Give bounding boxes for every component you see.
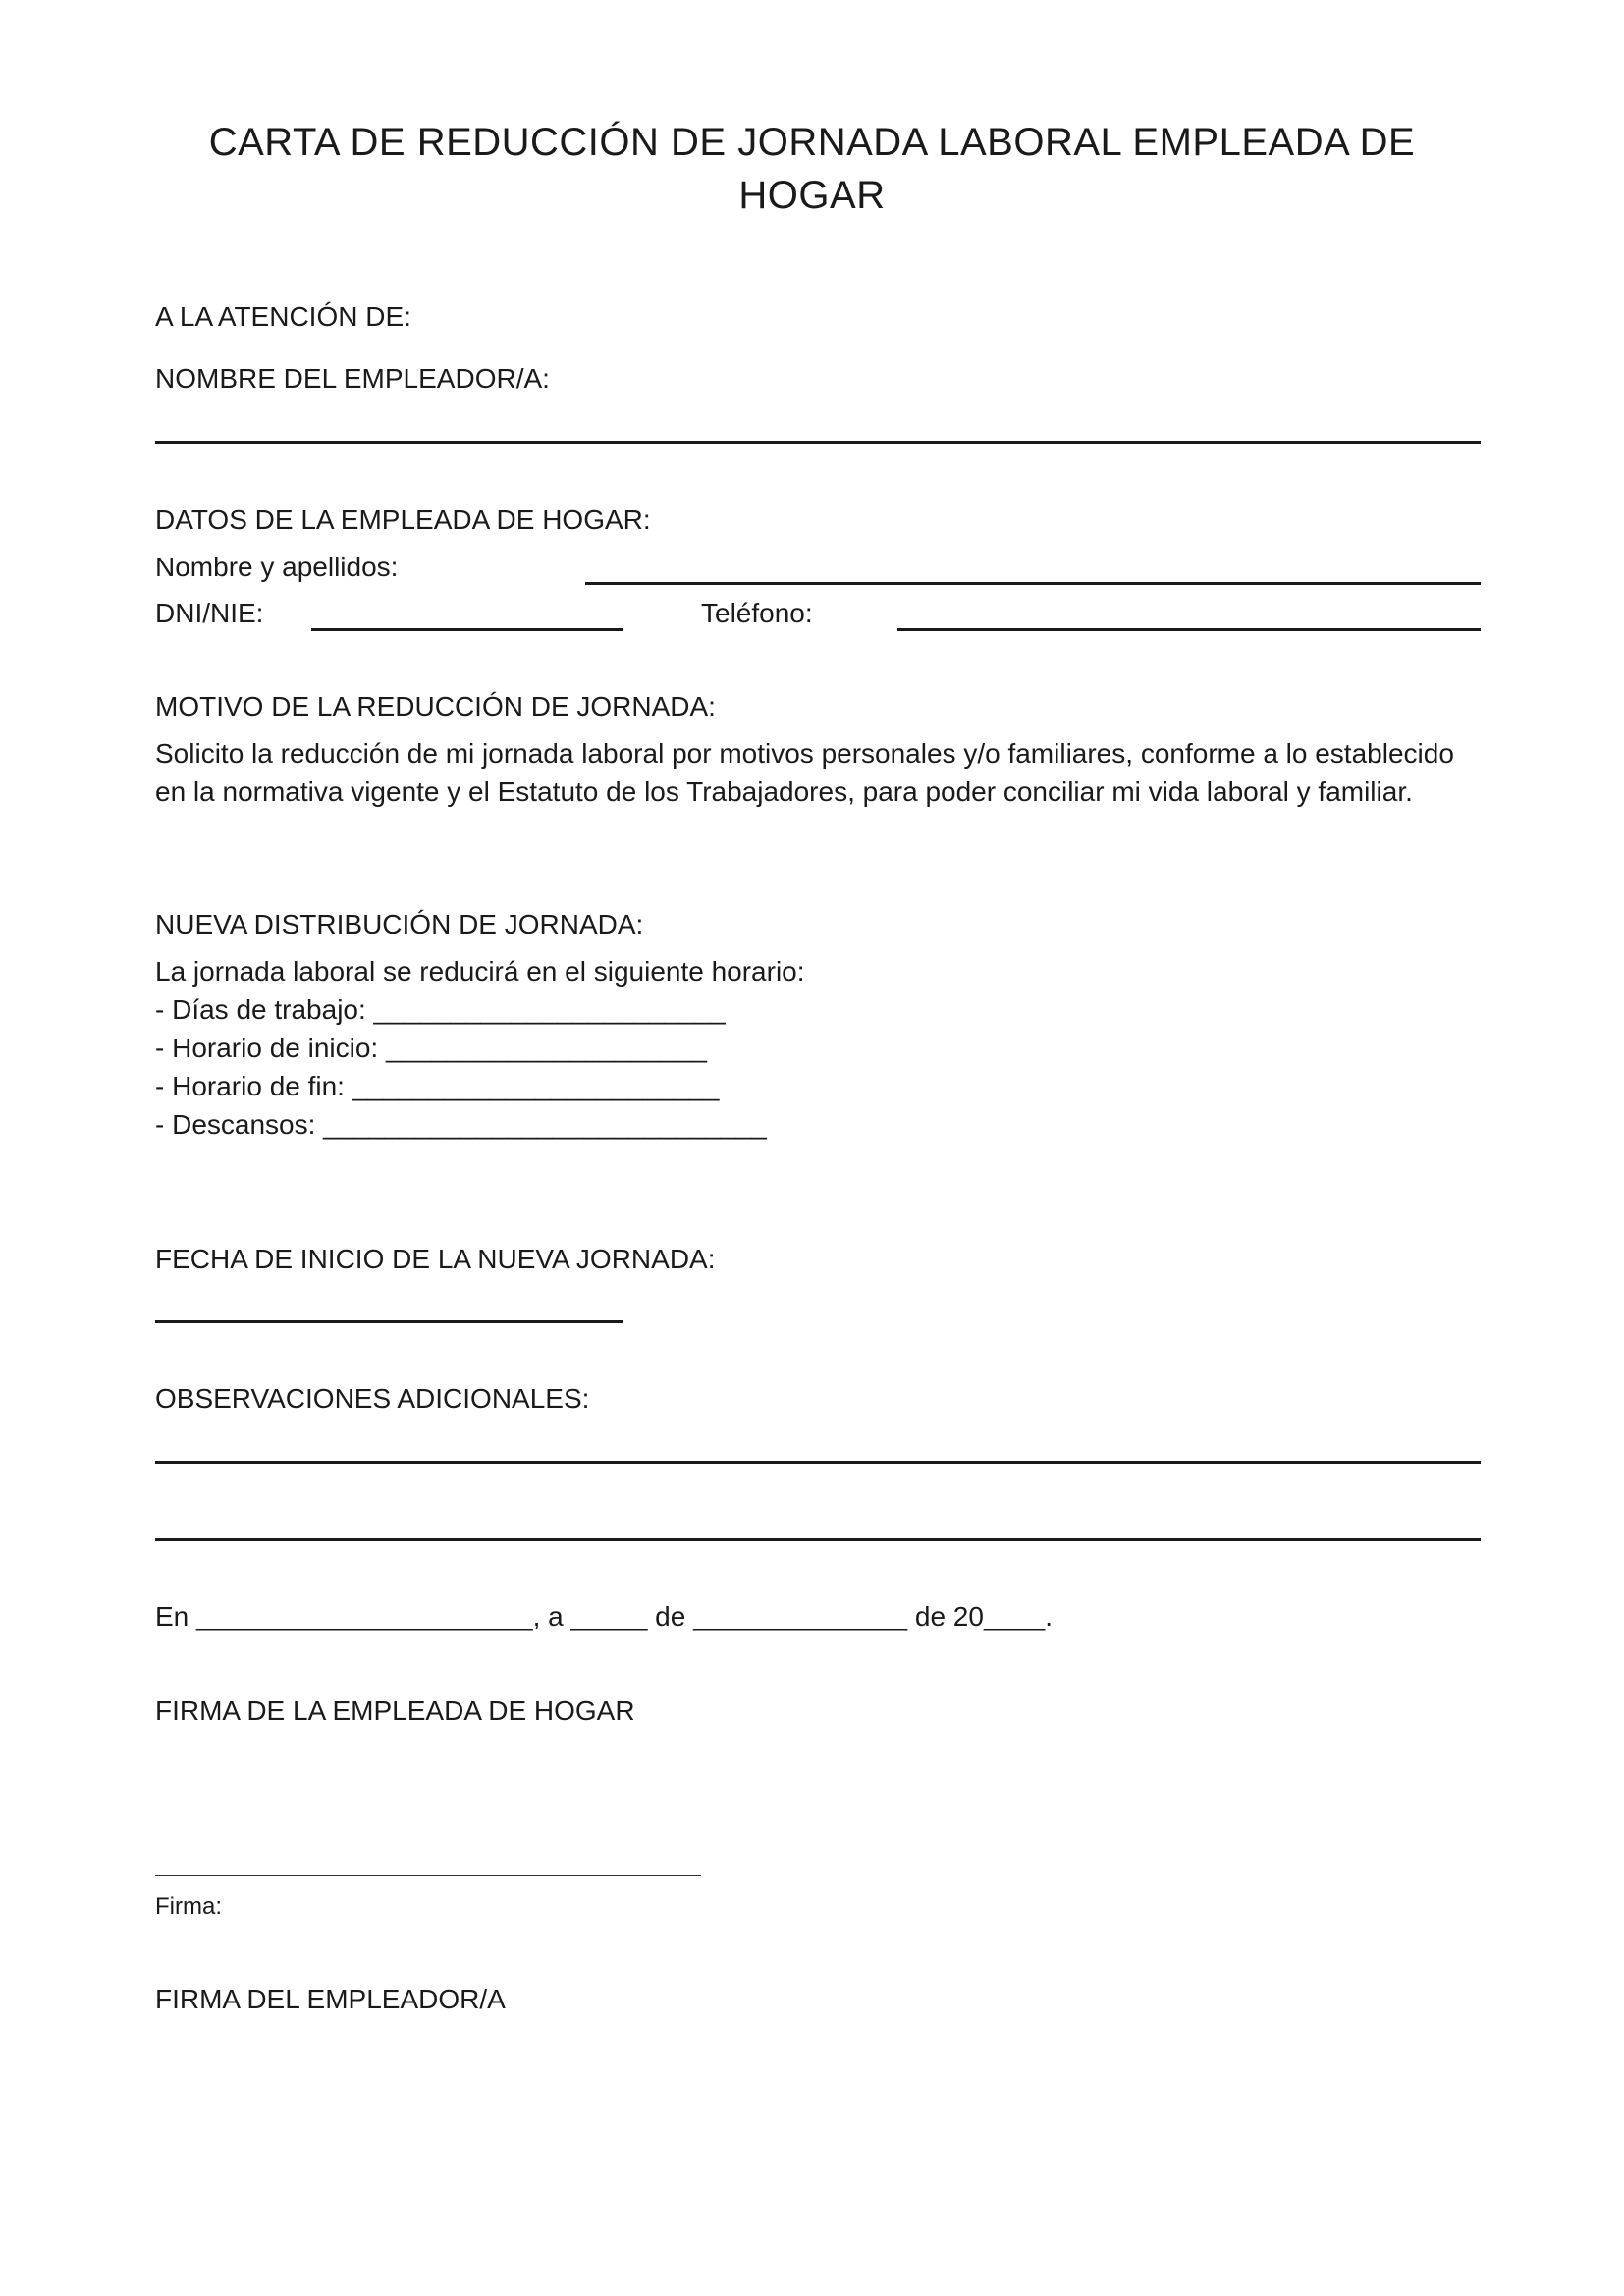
observations-heading: OBSERVACIONES ADICIONALES:	[155, 1383, 590, 1414]
observations-field-line1[interactable]	[155, 1461, 1481, 1464]
schedule-item-start-time: - Horario de inicio: _____________________	[155, 1033, 707, 1063]
employee-signature-heading: FIRMA DE LA EMPLEADA DE HOGAR	[155, 1695, 635, 1726]
schedule-item-end-time: - Horario de fin: ________________________	[155, 1071, 720, 1101]
reason-text-line2: en la normativa vigente y el Estatuto de los Trabajadores, para poder conciliar mi vida laboral y familiar.	[155, 776, 1413, 807]
employee-name-label: Nombre y apellidos:	[155, 552, 399, 582]
start-date-field[interactable]	[155, 1320, 623, 1323]
phone-field[interactable]	[897, 628, 1481, 631]
schedule-heading: NUEVA DISTRIBUCIÓN DE JORNADA:	[155, 909, 644, 939]
dni-label: DNI/NIE:	[155, 598, 264, 628]
schedule-item-work-days: - Días de trabajo: _______________________	[155, 994, 726, 1025]
employee-signature-line[interactable]	[155, 1875, 701, 1876]
reason-text-line1: Solicito la reducción de mi jornada laboral por motivos personales y/o familiares, conforme a lo establecido	[155, 738, 1454, 769]
document-title-line2: HOGAR	[738, 174, 886, 217]
place-date-line: En ______________________, a _____ de ______________ de 20____.	[155, 1601, 1054, 1631]
employer-signature-heading: FIRMA DEL EMPLEADOR/A	[155, 1984, 506, 2014]
start-date-heading: FECHA DE INICIO DE LA NUEVA JORNADA:	[155, 1244, 716, 1274]
signature-label: Firma:	[155, 1894, 222, 1920]
employer-name-label: NOMBRE DEL EMPLEADOR/A:	[155, 363, 550, 394]
reason-heading: MOTIVO DE LA REDUCCIÓN DE JORNADA:	[155, 691, 716, 721]
schedule-intro: La jornada laboral se reducirá en el siguiente horario:	[155, 956, 805, 987]
employee-name-field[interactable]	[585, 582, 1481, 585]
observations-field-line2[interactable]	[155, 1538, 1481, 1541]
document-title-line1: CARTA DE REDUCCIÓN DE JORNADA LABORAL EMPLEADA DE	[208, 121, 1416, 164]
schedule-item-breaks: - Descansos: _____________________________	[155, 1109, 767, 1140]
phone-label: Teléfono:	[701, 598, 813, 628]
employee-section-heading: DATOS DE LA EMPLEADA DE HOGAR:	[155, 505, 651, 535]
dni-field[interactable]	[311, 628, 623, 631]
employer-name-field[interactable]	[155, 441, 1481, 444]
attention-label: A LA ATENCIÓN DE:	[155, 301, 411, 332]
